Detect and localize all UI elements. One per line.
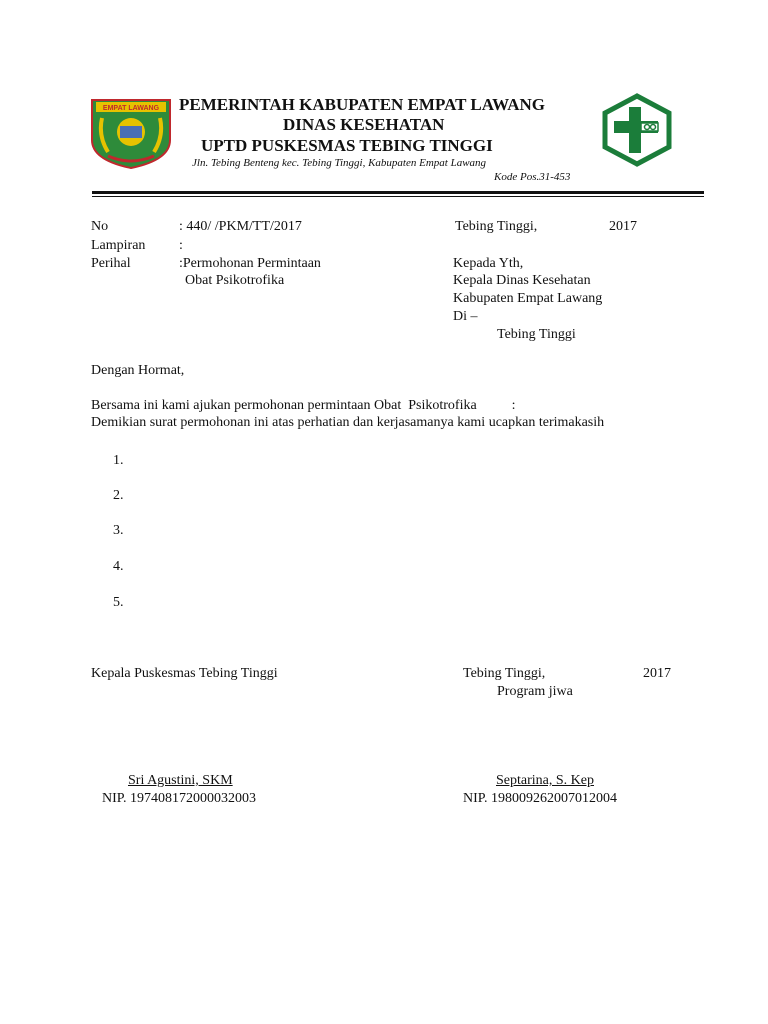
perihal-value-line2: Obat Psikotrofika [185,273,285,288]
header-address: Jln. Tebing Benteng kec. Tebing Tinggi, Kabupaten Empat Lawang [192,157,487,169]
header-department: DINAS KESEHATAN [283,115,445,134]
list-item: 1. [113,453,124,468]
right-year: 2017 [643,666,671,681]
letter-year: 2017 [609,219,637,234]
header-puskesmas: UPTD PUSKESMAS TEBING TINGGI [201,136,493,155]
letter-place-date: Tebing Tinggi, [455,219,538,234]
perihal-label: Perihal [91,256,131,271]
left-signatory-nip: NIP. 197408172000032003 [102,791,257,806]
kabupaten-emblem-logo [88,96,174,170]
recipient-line3: Kabupaten Empat Lawang [453,291,603,306]
right-signatory-name: Septarina, S. Kep [496,773,594,788]
letterhead-rule-thin [92,196,704,197]
list-item: 3. [113,523,124,538]
body-paragraph-1: Bersama ini kami ajukan permohonan permintaan Obat Psikotrofika : [91,398,516,413]
list-item: 5. [113,595,124,610]
recipient-line2: Kepala Dinas Kesehatan [453,273,591,288]
perihal-value-line1: :Permohonan Permintaan [179,256,321,271]
recipient-line4: Di – [453,309,478,324]
list-item: 2. [113,488,124,503]
body-paragraph-2: Demikian surat permohonan ini atas perhatian dan kerjasamanya kami ucapkan terimakasih [91,415,605,430]
list-item: 4. [113,559,124,574]
no-value: : 440/ /PKM/TT/2017 [179,219,302,234]
lampiran-label: Lampiran [91,238,146,253]
left-signatory-name: Sri Agustini, SKM [128,773,233,788]
header-government: PEMERINTAH KABUPATEN EMPAT LAWANG [179,95,545,114]
right-place: Tebing Tinggi, [463,666,546,681]
emblem-text: EMPAT LAWANG [102,105,160,112]
header-postcode: Kode Pos.31-453 [494,171,571,183]
right-signatory-title: Program jiwa [497,684,573,699]
lampiran-value: : [179,238,183,253]
letterhead-rule-thick [92,191,704,194]
no-label: No [91,219,109,234]
recipient-line5: Tebing Tinggi [497,327,576,342]
right-signatory-nip: NIP. 198009262007012004 [463,791,618,806]
left-signatory-title: Kepala Puskesmas Tebing Tinggi [91,666,278,681]
puskesmas-logo [600,93,674,167]
salutation: Dengan Hormat, [91,363,185,378]
recipient-line1: Kepada Yth, [453,256,524,271]
